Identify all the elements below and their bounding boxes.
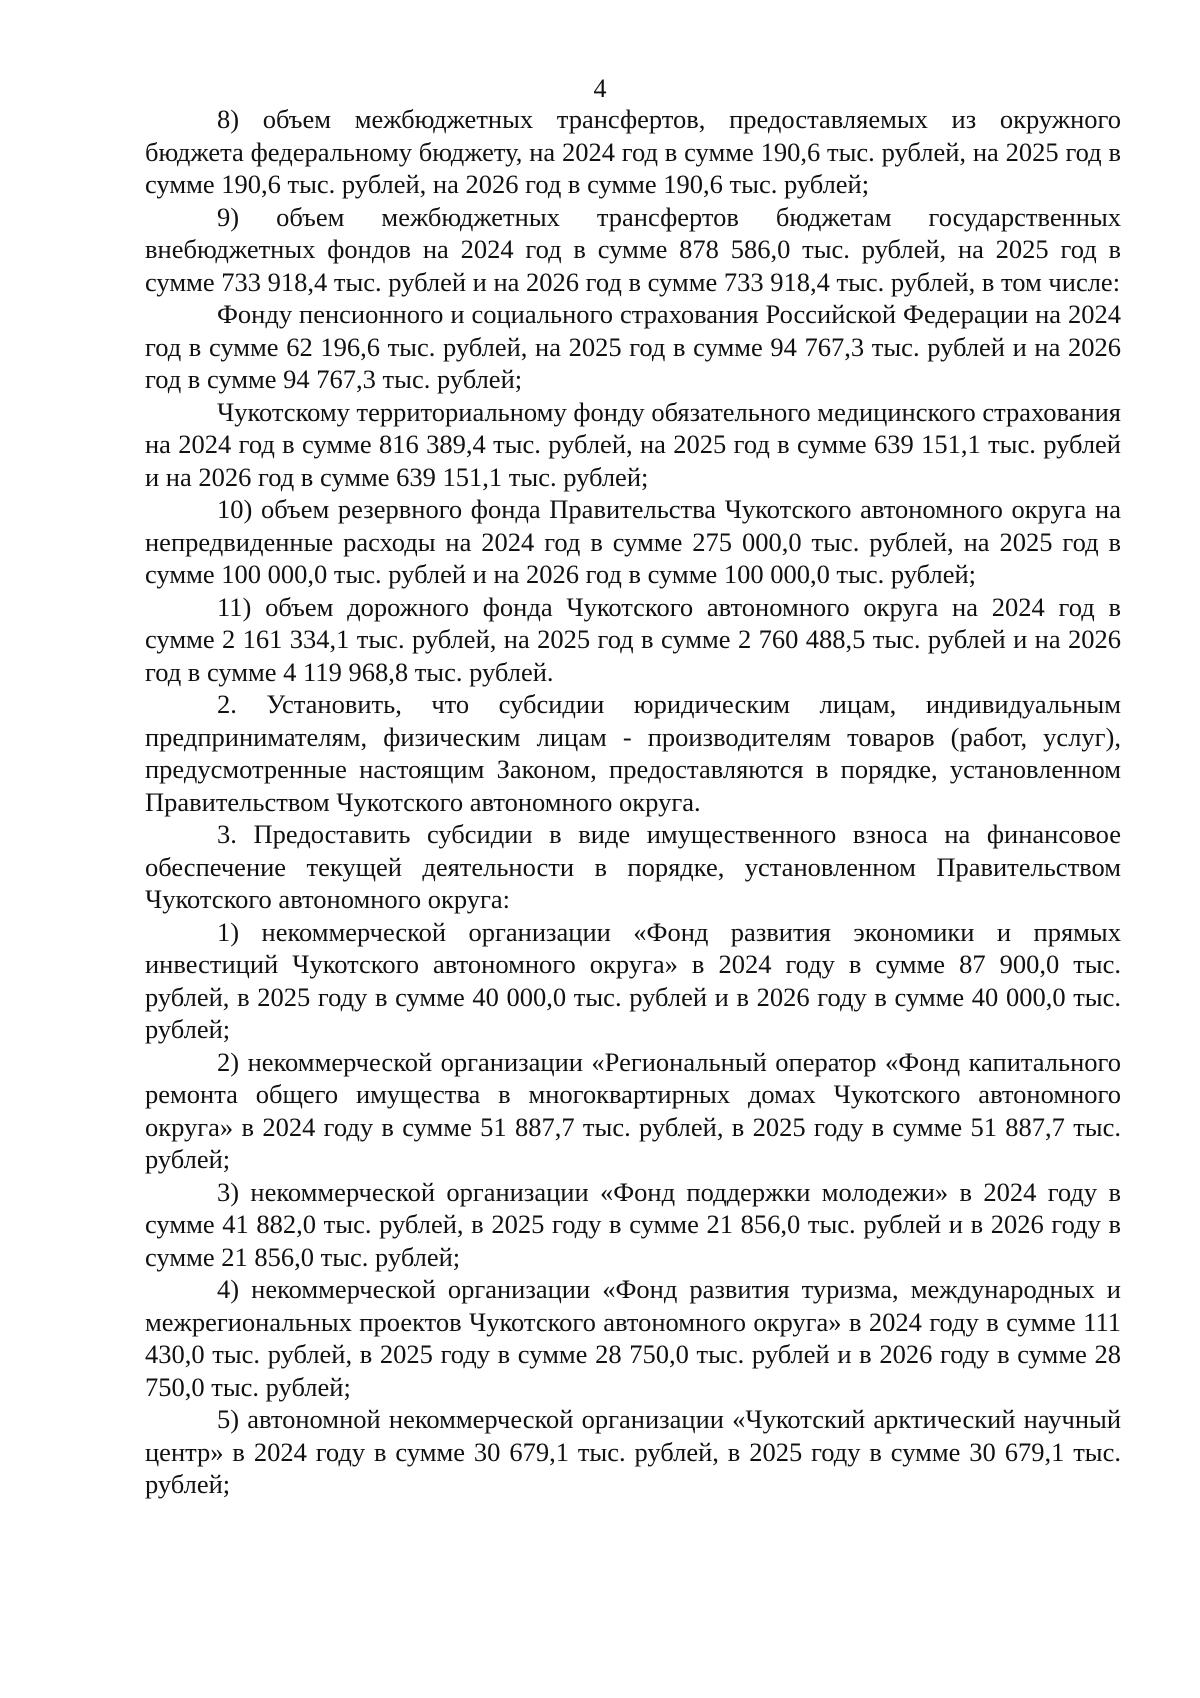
page-number: 4 [593, 74, 607, 103]
document-body [145, 103, 1121, 1501]
paragraph-subitem-3-youth-fund: 3) некоммерческой организации «Фонд поддержки молодежи» в 2024 году в сумме 41 882,0 тыс. рублей, в 2025 году в сумме 21 856,0 тыс. рублей и в 2026 году в сумме 21 856,0 тыс. рублей; [145, 1176, 1121, 1272]
paragraph-section-3-property-contribution: 3. Предоставить субсидии в виде имущественного взноса на финансовое обеспечение текущей деятельности в порядке, установленном Правительством Чукотского автономного округа: [145, 819, 1121, 914]
paragraph-subitem-5-arctic-center: 5) автономной некоммерческой организации «Чукотский арктический научный центр» в 2024 году в сумме 30 679,1 тыс. рублей, в 2025 году в сумме 30 679,1 тыс. рублей; [145, 1404, 1121, 1499]
paragraph-medical-insurance-fund: Чукотскому территориальному фонду обязательного медицинского страхования на 2024 год в сумме 816 389,4 тыс. рублей, на 2025 год в сумме 639 151,1 тыс. рублей и на 2026 год в сумме 639 151,1 тыс. рублей; [145, 396, 1121, 492]
paragraph-section-2-subsidies: 2. Установить, что субсидии юридическим лицам, индивидуальным предпринимателям, физическим лицам - производителям товаров (работ, услуг), предусмотренные настоящим Законом, предоставляются в порядке, установленном Правительством Чукотского автономного округа. [145, 689, 1121, 817]
paragraph-pension-fund: Фонду пенсионного и социального страхования Российской Федерации на 2024 год в сумме 62 196,6 тыс. рублей, на 2025 год в сумме 94 767,3 тыс. рублей и на 2026 год в сумме 94 767,3 тыс. рублей; [145, 299, 1121, 394]
paragraph-subitem-4-tourism-fund: 4) некоммерческой организации «Фонд развития туризма, международных и межрегиональных проектов Чукотского автономного округа» в 2024 году в сумме 111 430,0 тыс. рублей, в 2025 году в сумме 28 750,0 тыс. рублей и в 2026 году в сумме 28 750,0 тыс. рублей; [145, 1274, 1121, 1402]
paragraph-subitem-1-economy-fund: 1) некоммерческой организации «Фонд развития экономики и прямых инвестиций Чукотского автономного округа» в 2024 году в сумме 87 900,0 тыс. рублей, в 2025 году в сумме 40 000,0 тыс. рублей и в 2026 году в сумме 40 000,0 тыс. рублей; [145, 916, 1121, 1044]
paragraph-item-10-reserve-fund: 10) объем резервного фонда Правительства Чукотского автономного округа на непредвиденные расходы на 2024 год в сумме 275 000,0 тыс. рублей, на 2025 год в сумме 100 000,0 тыс. рублей и на 2026 год в сумме 100 000,0 тыс. рублей; [145, 494, 1121, 589]
paragraph-subitem-2-capital-repair-fund: 2) некоммерческой организации «Региональный оператор «Фонд капитального ремонта общего имущества в многоквартирных домах Чукотского автономного округа» в 2024 году в сумме 51 887,7 тыс. рублей, в 2025 году в сумме 51 887,7 тыс. рублей; [145, 1046, 1121, 1174]
paragraph-item-11-road-fund: 11) объем дорожного фонда Чукотского автономного округа на 2024 год в сумме 2 161 334,1 тыс. рублей, на 2025 год в сумме 2 760 488,5 тыс. рублей и на 2026 год в сумме 4 119 968,8 тыс. рублей. [145, 591, 1121, 687]
paragraph-item-8-transfers-federal: 8) объем межбюджетных трансфертов, предоставляемых из окружного бюджета федеральному бюджету, на 2024 год в сумме 190,6 тыс. рублей, на 2025 год в сумме 190,6 тыс. рублей, на 2026 год в сумме 190,6 тыс. рублей; [145, 104, 1121, 199]
paragraph-item-9-transfers-funds: 9) объем межбюджетных трансфертов бюджетам государственных внебюджетных фондов на 2024 год в сумме 878 586,0 тыс. рублей, на 2025 год в сумме 733 918,4 тыс. рублей и на 2026 год в сумме 733 918,4 тыс. рублей, в том числе: [145, 201, 1121, 297]
